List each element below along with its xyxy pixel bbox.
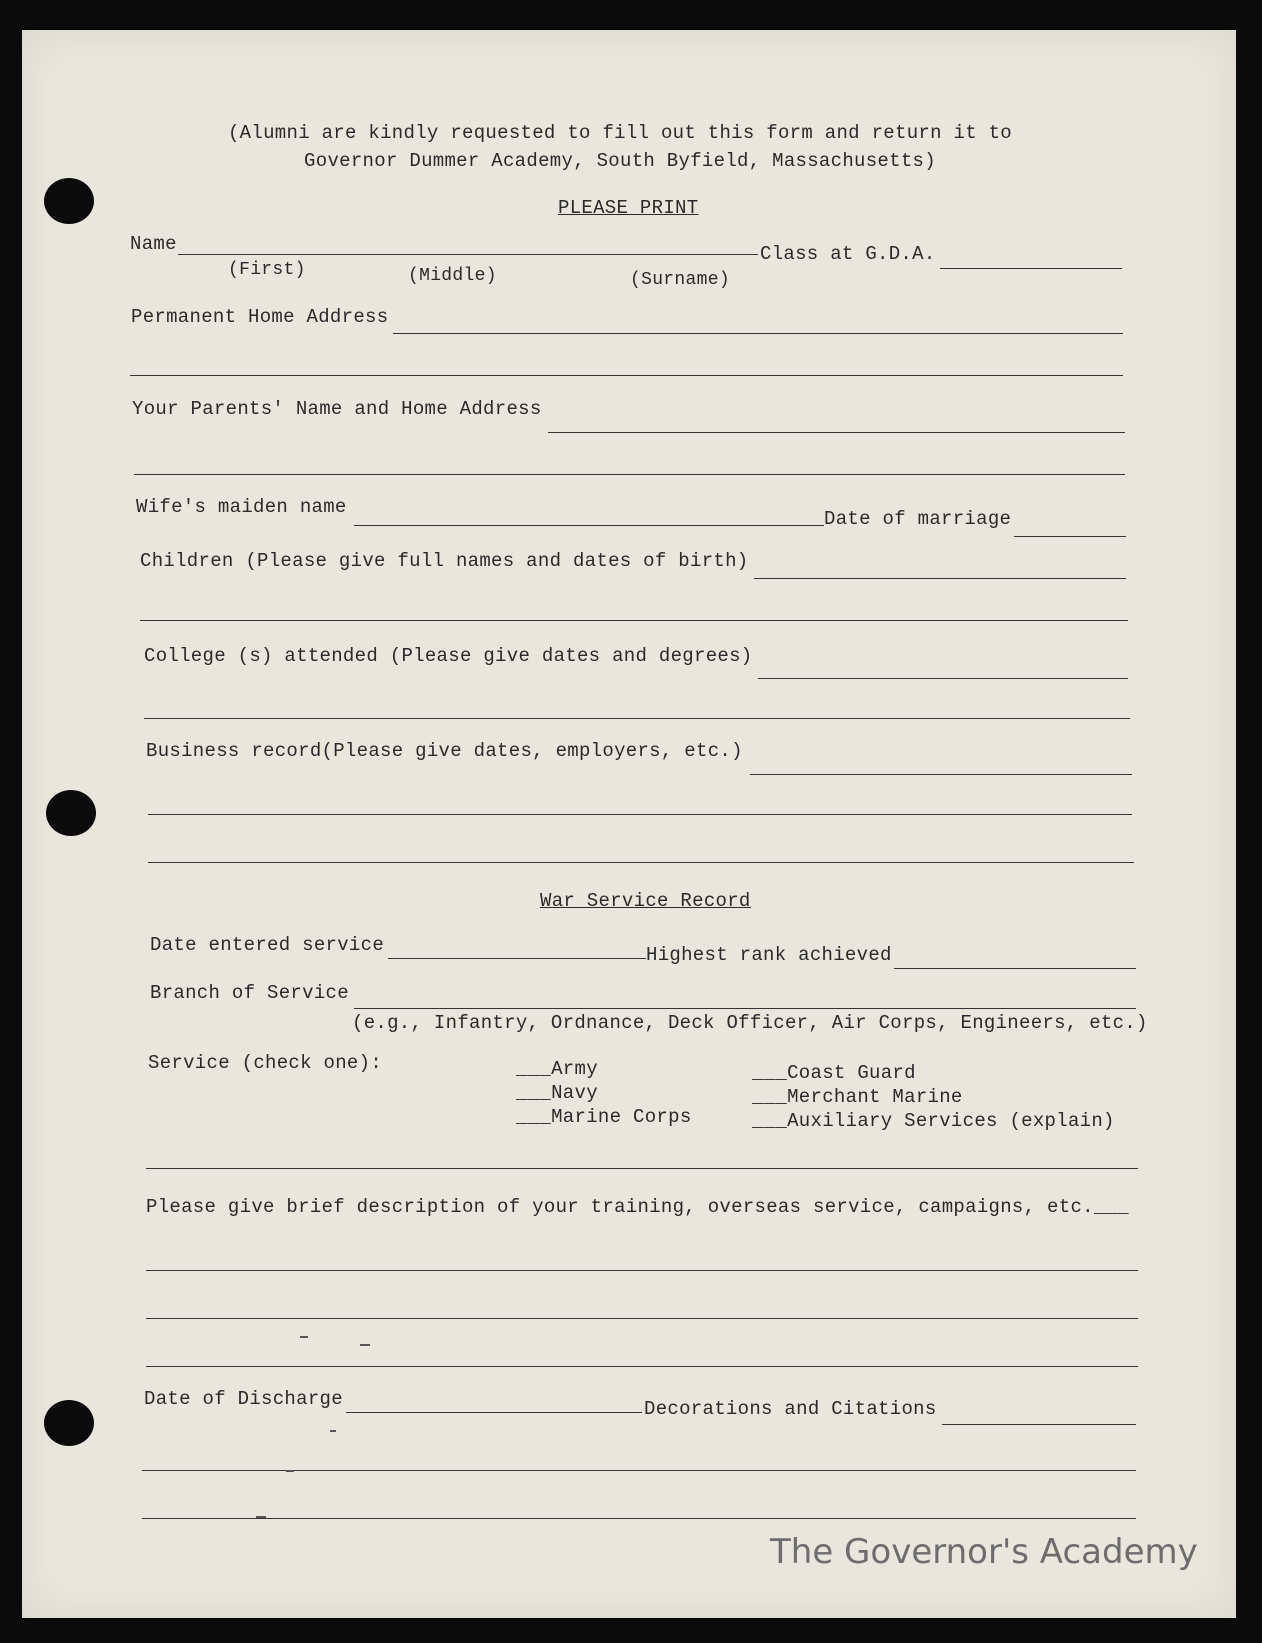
- please-print-heading: PLEASE PRINT: [558, 197, 699, 219]
- option-auxiliary: ___Auxiliary Services (explain): [752, 1110, 1115, 1132]
- branch-example: (e.g., Infantry, Ordnance, Deck Officer, Air Corps, Engineers, etc.): [352, 1012, 1148, 1034]
- option-merchant-marine: ___Merchant Marine: [752, 1086, 963, 1108]
- description-line-1: [146, 1270, 1138, 1271]
- name-label: Name: [130, 233, 177, 255]
- wife-line: [354, 525, 824, 526]
- marriage-line: [1014, 536, 1126, 537]
- ink-speck: [360, 1344, 370, 1346]
- branch-label: Branch of Service: [150, 982, 349, 1004]
- punch-hole-bottom: [44, 1400, 94, 1446]
- home-address-line-2: [130, 375, 1123, 376]
- service-check-label: Service (check one):: [148, 1052, 383, 1074]
- home-address-label: Permanent Home Address: [131, 306, 389, 328]
- punch-hole-top: [44, 178, 94, 224]
- business-label: Business record(Please give dates, employers, etc.): [146, 740, 743, 762]
- punch-hole-middle: [46, 790, 96, 836]
- header-line-1: (Alumni are kindly requested to fill out this form and return it to: [227, 122, 1013, 144]
- watermark: The Governor's Academy: [770, 1532, 1198, 1572]
- highest-rank-label: Highest rank achieved: [646, 944, 892, 966]
- business-line-2: [148, 814, 1132, 815]
- ink-speck: [286, 1470, 294, 1472]
- option-marine-corps: ___Marine Corps: [516, 1106, 692, 1128]
- ink-speck: [256, 1516, 266, 1518]
- decorations-line-3: [142, 1518, 1136, 1519]
- highest-rank-line: [894, 968, 1136, 969]
- college-label: College (s) attended (Please give dates and degrees): [144, 645, 753, 667]
- children-label: Children (Please give full names and dates of birth): [140, 550, 749, 572]
- business-line-1: [750, 774, 1132, 775]
- ink-speck: [330, 1430, 336, 1432]
- parents-label: Your Parents' Name and Home Address: [132, 398, 542, 420]
- decorations-label: Decorations and Citations: [644, 1398, 937, 1420]
- college-line-1: [758, 678, 1128, 679]
- children-line-1: [754, 578, 1126, 579]
- description-label: Please give brief description of your training, overseas service, campaigns, etc.___: [146, 1196, 1129, 1218]
- middle-label: (Middle): [408, 266, 497, 286]
- home-address-line-1: [393, 333, 1123, 334]
- explain-line: [146, 1168, 1138, 1169]
- children-line-2: [140, 620, 1128, 621]
- name-line: [178, 254, 758, 255]
- description-line-2: [146, 1318, 1138, 1319]
- war-service-heading: War Service Record: [540, 890, 751, 912]
- option-army: ___Army: [516, 1058, 598, 1080]
- description-line-3: [146, 1366, 1138, 1367]
- option-navy: ___Navy: [516, 1082, 598, 1104]
- first-label: (First): [228, 260, 306, 280]
- college-line-2: [144, 718, 1130, 719]
- surname-label: (Surname): [630, 270, 730, 290]
- marriage-label: Date of marriage: [824, 508, 1012, 530]
- class-line: [940, 268, 1122, 269]
- discharge-label: Date of Discharge: [144, 1388, 343, 1410]
- branch-line: [354, 1008, 1136, 1009]
- wife-label: Wife's maiden name: [136, 496, 347, 518]
- decorations-line: [942, 1424, 1136, 1425]
- option-coast-guard: ___Coast Guard: [752, 1062, 916, 1084]
- ink-speck: [300, 1336, 308, 1338]
- parents-line-2: [134, 474, 1125, 475]
- header-line-2: Governor Dummer Academy, South Byfield, Massachusetts): [304, 150, 936, 172]
- class-label: Class at G.D.A.: [760, 243, 936, 265]
- date-entered-label: Date entered service: [150, 934, 385, 956]
- discharge-line: [346, 1412, 642, 1413]
- parents-line-1: [548, 432, 1125, 433]
- business-line-3: [148, 862, 1134, 863]
- date-entered-line: [388, 958, 646, 959]
